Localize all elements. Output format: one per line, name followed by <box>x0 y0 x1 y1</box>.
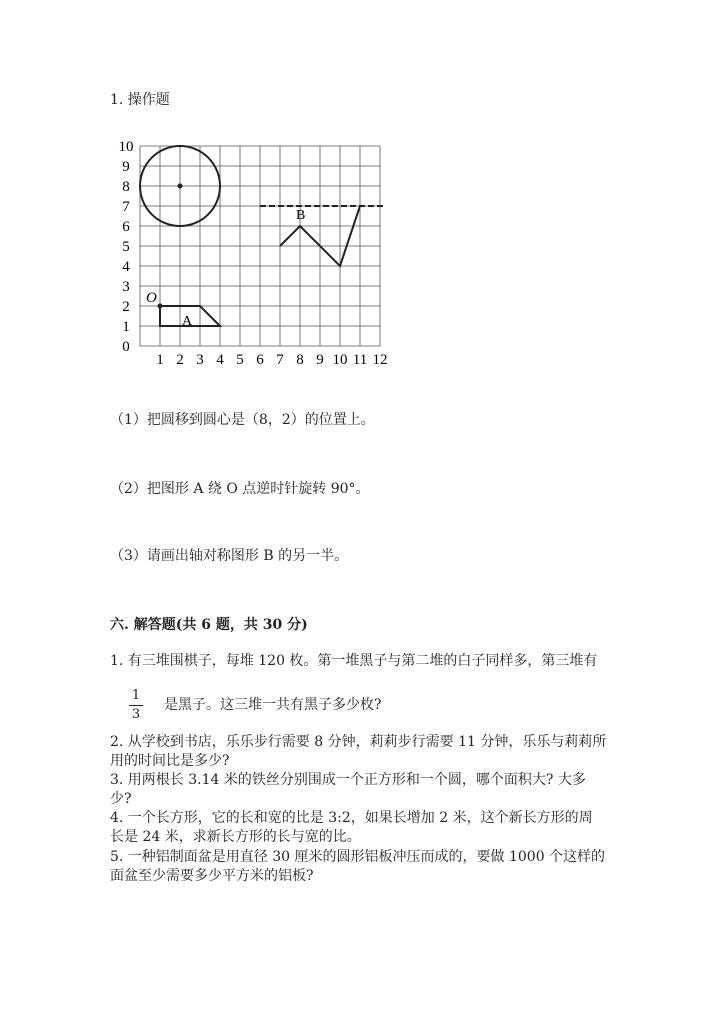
x-tick-label: 7 <box>276 352 284 368</box>
question-1-line-1: 1. 有三堆围棋子，每堆 120 枚。第一堆黑子与第二堆的白子同样多，第三堆有 <box>110 653 598 669</box>
section-heading: 六. 解答题(共 6 题，共 30 分) <box>110 617 308 633</box>
question-3-line-2: 少? <box>110 791 132 807</box>
question-5-line-1: 5. 一种铝制面盆是用直径 30 厘米的圆形铝板冲压而成的，要做 1000 个这样的 <box>110 849 606 865</box>
task-1: （1）把圆移到圆心是（8，2）的位置上。 <box>110 412 375 428</box>
grid-lines <box>140 146 380 346</box>
y-tick-label: 3 <box>122 279 130 295</box>
task-3: （3）请画出轴对称图形 B 的另一半。 <box>110 548 349 564</box>
origin-label: O <box>146 290 157 306</box>
y-tick-label: 9 <box>122 159 130 175</box>
question-5-line-2: 面盆至少需要多少平方米的铝板? <box>110 868 314 884</box>
x-tick-label: 11 <box>352 352 368 368</box>
y-tick-label: 0 <box>122 339 130 355</box>
shape-a-label: A <box>182 314 193 329</box>
question-1-line-2: 是黑子。这三堆一共有黑子多少枚? <box>164 697 382 713</box>
y-tick-label: 8 <box>122 179 130 195</box>
y-tick-label: 6 <box>122 219 130 235</box>
x-tick-label: 8 <box>296 352 304 368</box>
x-tick-label: 3 <box>196 352 204 368</box>
question-2-line-2: 用的时间比是多少? <box>110 753 230 769</box>
y-tick-label: 5 <box>122 239 130 255</box>
x-tick-label: 6 <box>256 352 264 368</box>
fraction-one-third <box>129 688 143 723</box>
fraction-numerator: 1 <box>131 688 141 703</box>
section-title: 1. 操作题 <box>110 92 170 108</box>
fraction-denominator: 3 <box>131 707 141 722</box>
question-2-line-1: 2. 从学校到书店，乐乐步行需要 8 分钟，莉莉步行需要 11 分钟，乐乐与莉莉所 <box>110 734 607 750</box>
coordinate-grid <box>110 138 400 370</box>
question-3-line-1: 3. 用两根长 3.14 米的铁丝分别围成一个正方形和一个圆，哪个面积大? 大多 <box>110 772 586 788</box>
x-tick-label: 2 <box>176 352 184 368</box>
x-tick-label: 9 <box>316 352 324 368</box>
x-tick-label: 5 <box>236 352 244 368</box>
y-tick-label: 10 <box>118 139 134 155</box>
origin-dot <box>158 304 163 309</box>
x-tick-label: 12 <box>372 352 388 368</box>
axis-labels <box>119 139 388 368</box>
x-tick-label: 10 <box>332 352 348 368</box>
shape-b-label: B <box>296 208 306 223</box>
x-tick-label: 1 <box>156 352 164 368</box>
y-tick-label: 7 <box>122 199 130 215</box>
y-tick-label: 4 <box>122 259 130 275</box>
task-2: （2）把图形 A 绕 O 点逆时针旋转 90°。 <box>110 481 370 497</box>
y-tick-label: 1 <box>122 319 130 335</box>
circle-center-dot <box>178 184 183 189</box>
x-tick-label: 4 <box>216 352 224 368</box>
y-tick-label: 2 <box>122 299 130 315</box>
question-4-line-1: 4. 一个长方形，它的长和宽的比是 3:2，如果长增加 2 米，这个新长方形的周 <box>110 810 593 826</box>
question-4-line-2: 长是 24 米，求新长方形的长与宽的比。 <box>110 829 361 845</box>
